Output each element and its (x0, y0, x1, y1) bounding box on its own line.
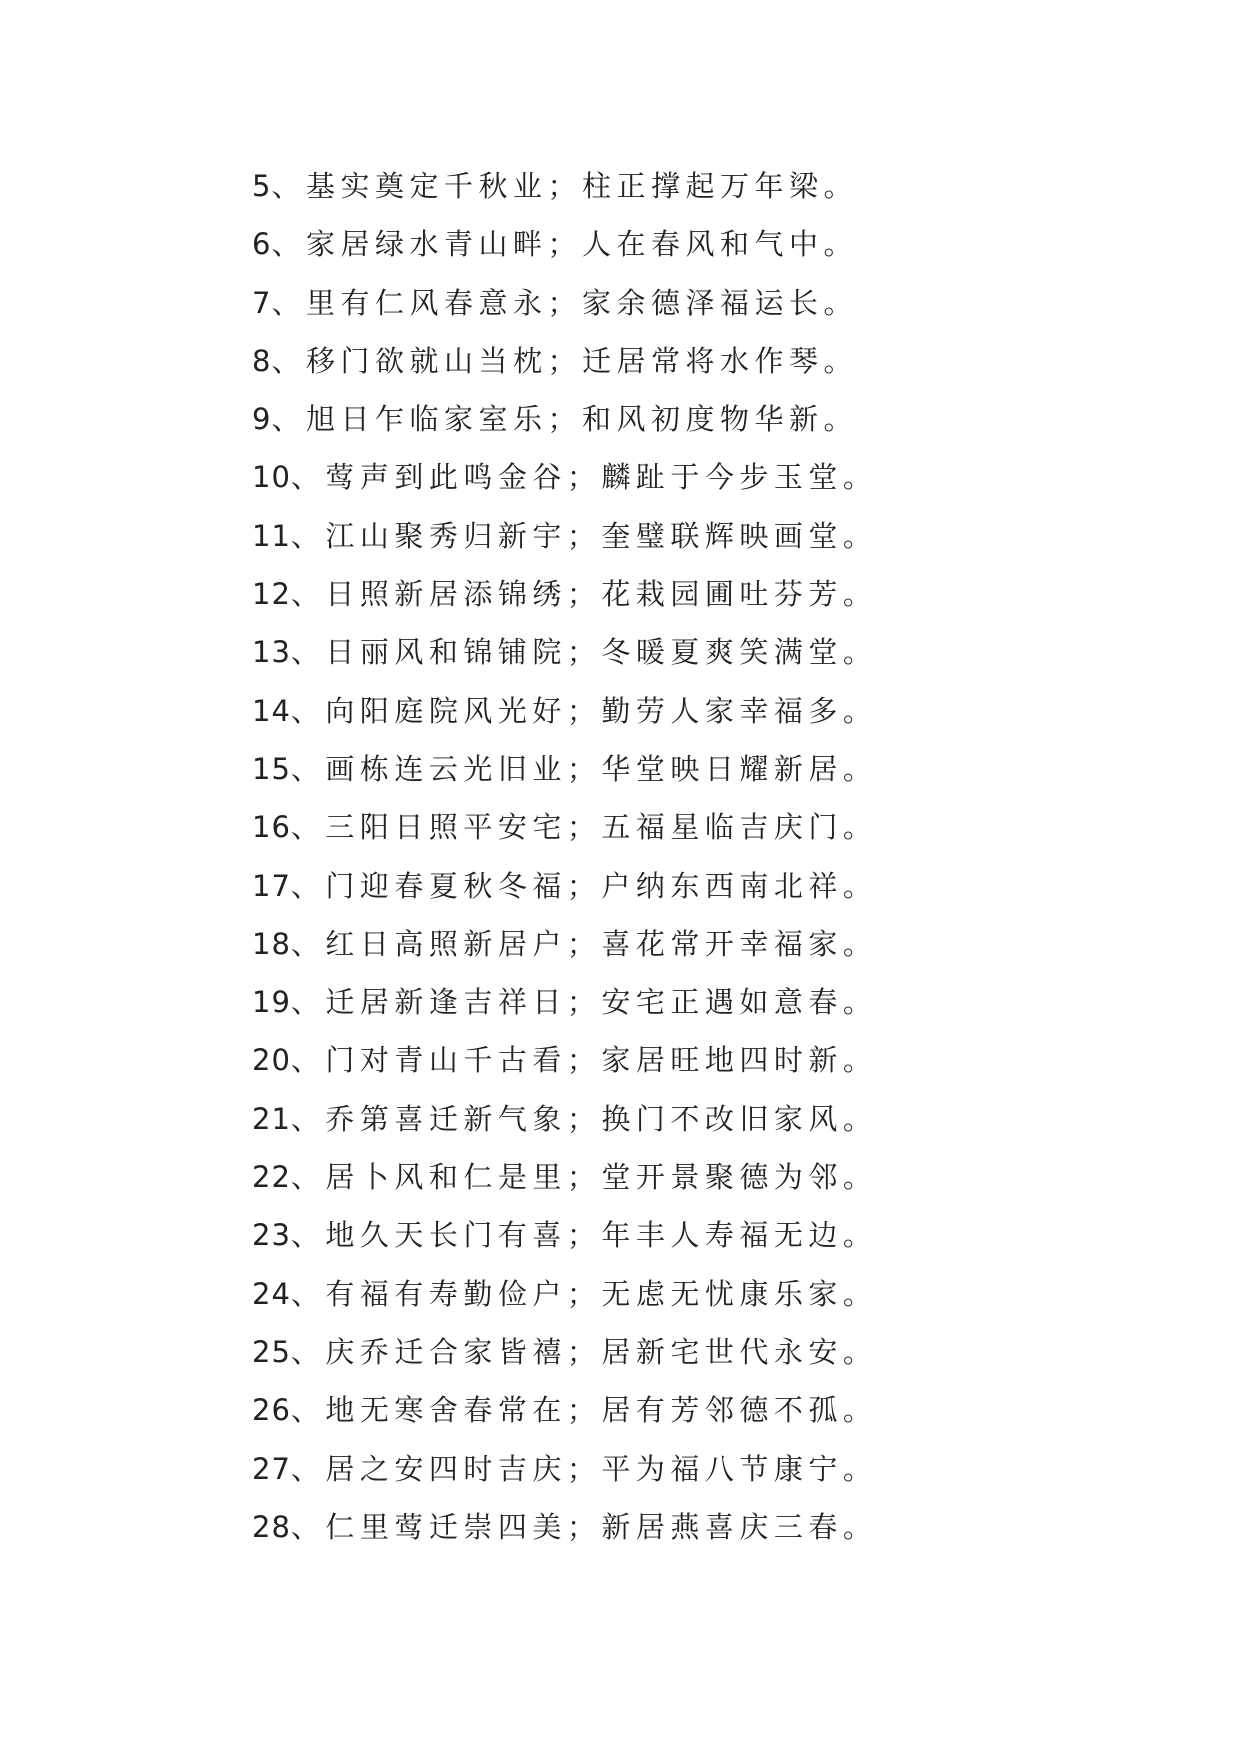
line-text: 、居卜风和仁是里；堂开景聚德为邻。 (290, 1160, 878, 1195)
couplet-line (252, 448, 877, 506)
line-number: 14 (252, 693, 291, 728)
line-text: 、地无寒舍春常在；居有芳邻德不孤。 (290, 1393, 878, 1428)
line-text: 、江山聚秀归新宇；奎璧联辉映画堂。 (290, 518, 878, 553)
line-text: 、门迎春夏秋冬福；户纳东西南北祥。 (290, 868, 878, 903)
line-text: 、移门欲就山当枕；迁居常将水作琴。 (271, 343, 858, 378)
couplet-line (252, 215, 877, 273)
couplet-line (252, 1323, 877, 1381)
line-number: 21 (252, 1101, 291, 1136)
line-text: 、仁里莺迁崇四美；新居燕喜庆三春。 (290, 1509, 878, 1544)
couplet-line (252, 1206, 877, 1264)
line-text: 、有福有寿勤俭户；无虑无忧康乐家。 (290, 1276, 878, 1311)
line-text: 、日照新居添锦绣；花栽园圃吐芬芳。 (290, 577, 878, 612)
couplet-line (252, 915, 877, 973)
couplet-line (252, 507, 877, 565)
line-number: 8 (252, 343, 272, 378)
line-number: 7 (252, 285, 272, 320)
line-number: 25 (252, 1334, 291, 1369)
line-text: 、三阳日照平安宅；五福星临吉庆门。 (290, 810, 878, 845)
line-text: 、门对青山千古看；家居旺地四时新。 (290, 1043, 878, 1078)
line-number: 27 (252, 1451, 291, 1486)
line-text: 、家居绿水青山畔；人在春风和气中。 (271, 227, 858, 262)
line-number: 18 (252, 926, 291, 961)
line-text: 、旭日乍临家室乐；和风初度物华新。 (271, 402, 858, 437)
couplet-line (252, 682, 877, 740)
couplet-line (252, 332, 877, 390)
line-number: 11 (252, 518, 291, 553)
line-number: 24 (252, 1276, 291, 1311)
line-number: 26 (252, 1393, 291, 1428)
line-text: 、里有仁风春意永；家余德泽福运长。 (271, 285, 858, 320)
couplet-line (252, 565, 877, 623)
couplet-line (252, 740, 877, 798)
couplet-line (252, 1440, 877, 1498)
line-text: 、居之安四时吉庆；平为福八节康宁。 (290, 1451, 878, 1486)
couplet-line (252, 274, 877, 332)
line-text: 、莺声到此鸣金谷；麟趾于今步玉堂。 (290, 460, 878, 495)
line-number: 13 (252, 635, 291, 670)
line-text: 、画栋连云光旧业；华堂映日耀新居。 (290, 751, 878, 786)
couplet-line (252, 1381, 877, 1439)
line-text: 、向阳庭院风光好；勤劳人家幸福多。 (290, 693, 878, 728)
couplet-line (252, 1148, 877, 1206)
line-number: 22 (252, 1160, 291, 1195)
line-text: 、基实奠定千秋业；柱正撑起万年梁。 (271, 169, 858, 203)
line-number: 23 (252, 1218, 291, 1253)
line-number: 9 (252, 402, 272, 437)
line-text: 、乔第喜迁新气象；换门不改旧家风。 (290, 1101, 878, 1136)
line-text: 、庆乔迁合家皆禧；居新宅世代永安。 (290, 1334, 878, 1369)
line-number: 10 (252, 460, 291, 495)
couplet-line (252, 857, 877, 915)
couplet-line (252, 623, 877, 681)
line-text: 、迁居新逢吉祥日；安宅正遇如意春。 (290, 985, 878, 1020)
line-number: 15 (252, 751, 291, 786)
couplet-line (252, 1265, 877, 1323)
couplet-line (252, 390, 877, 448)
line-number: 5 (252, 169, 272, 203)
couplet-line (252, 157, 877, 215)
couplet-line (252, 973, 877, 1031)
couplet-line (252, 1031, 877, 1089)
couplet-list (252, 157, 877, 1556)
couplet-line (252, 1498, 877, 1556)
line-text: 、地久天长门有喜；年丰人寿福无边。 (290, 1218, 878, 1253)
line-number: 6 (252, 227, 272, 262)
line-number: 20 (252, 1043, 291, 1078)
line-number: 12 (252, 577, 291, 612)
line-number: 16 (252, 810, 291, 845)
line-number: 17 (252, 868, 291, 903)
couplet-line (252, 1090, 877, 1148)
line-text: 、红日高照新居户；喜花常开幸福家。 (290, 926, 878, 961)
line-number: 19 (252, 985, 291, 1020)
couplet-line (252, 798, 877, 856)
line-number: 28 (252, 1509, 291, 1544)
line-text: 、日丽风和锦铺院；冬暖夏爽笑满堂。 (290, 635, 878, 670)
